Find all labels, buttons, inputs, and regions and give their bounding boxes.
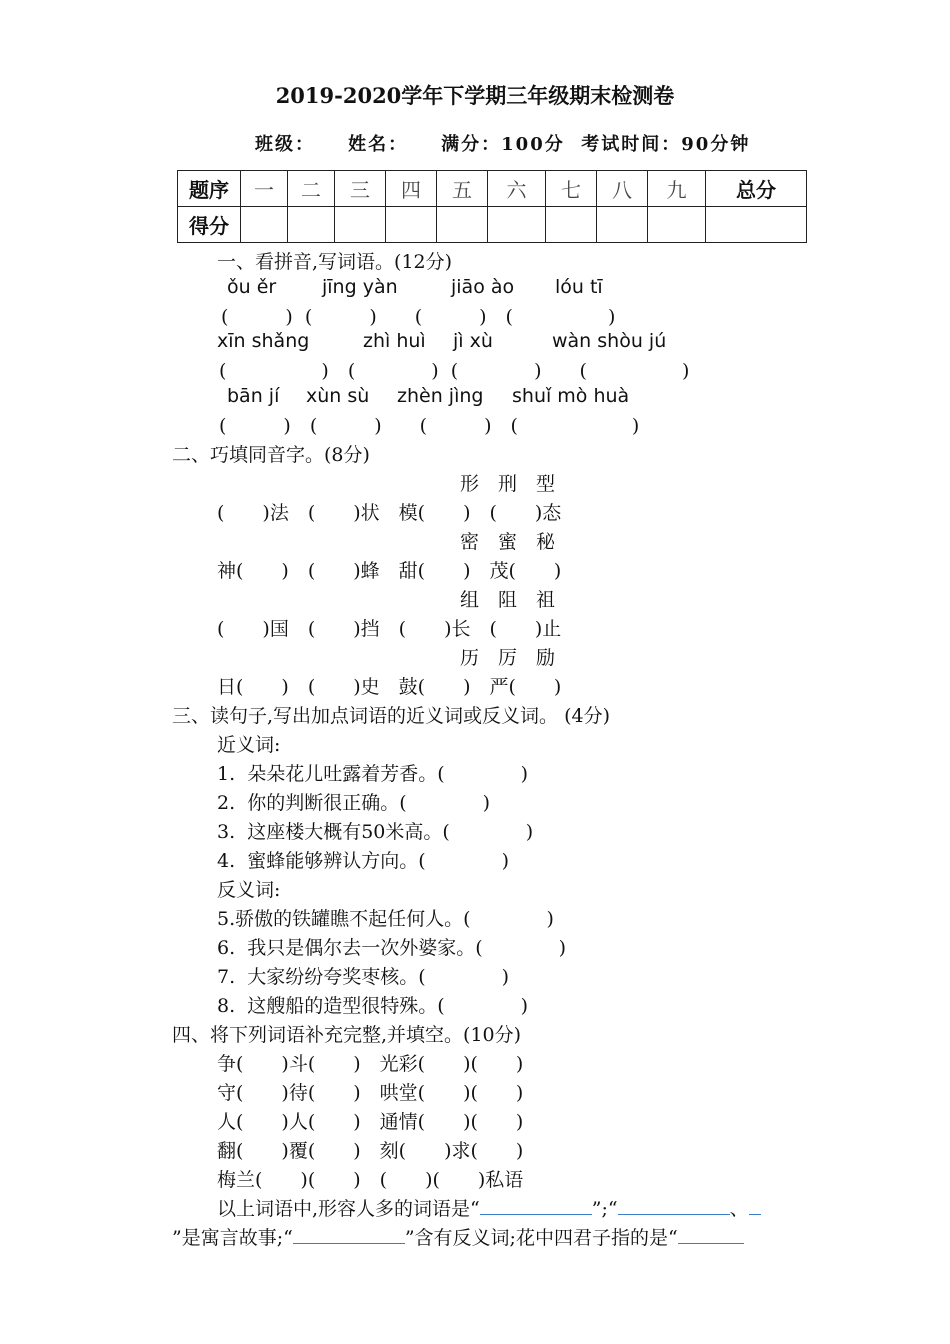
exam-info <box>255 130 750 156</box>
score-cell[interactable] <box>386 207 437 243</box>
col-9: 九 <box>648 171 706 207</box>
score-cell[interactable] <box>597 207 648 243</box>
col-3: 三 <box>335 171 386 207</box>
score-table <box>177 170 807 243</box>
pinyin: zhèn jìng <box>397 385 484 407</box>
col-4: 四 <box>386 171 437 207</box>
col-2: 二 <box>288 171 335 207</box>
antonym-label: 反义词: <box>217 879 281 901</box>
score-cell[interactable] <box>288 207 335 243</box>
q4-heading: 四、将下列词语补充完整,并填空。(10分) <box>172 1024 522 1046</box>
homophone-line[interactable]: ( )国 ( )挡 ( )长 ( )止 <box>217 618 562 640</box>
synonym-item[interactable]: 3. 这座楼大概有50米高。( ) <box>217 821 534 843</box>
col-5: 五 <box>437 171 488 207</box>
col-6: 六 <box>488 171 546 207</box>
pinyin: jīng yàn <box>322 276 398 298</box>
homophone-line[interactable]: 日( ) ( )史 鼓( ) 严( ) <box>217 676 562 698</box>
antonym-item[interactable]: 5.骄傲的铁罐瞧不起任何人。( ) <box>217 908 554 930</box>
answer-brackets[interactable]: ( ) ( ) ( ) ( ) <box>219 360 690 382</box>
score-cell[interactable] <box>546 207 597 243</box>
pinyin: lóu tī <box>555 276 603 298</box>
fill-text: ”;“ <box>591 1198 618 1220</box>
row-label: 题序 <box>178 171 241 207</box>
score-cell[interactable] <box>335 207 386 243</box>
homophone-chars: 密 蜜 秘 <box>460 531 556 553</box>
homophone-line[interactable]: ( )法 ( )状 模( ) ( )态 <box>217 502 562 524</box>
synonym-item[interactable]: 2. 你的判断很正确。( ) <box>217 792 491 814</box>
fill-blank[interactable] <box>480 1196 592 1215</box>
fill-text: 以上词语中,形容人多的词语是“ <box>217 1198 480 1220</box>
pinyin: bān jí <box>227 385 280 407</box>
homophone-line[interactable]: 神( ) ( )蜂 甜( ) 茂( ) <box>217 560 562 582</box>
fill-text: ”含有反义词;花中四君子指的是“ <box>404 1227 678 1249</box>
fill-blank[interactable] <box>293 1225 405 1244</box>
exam-time: 考试时间：90分钟 <box>581 134 751 155</box>
idiom-row[interactable]: 争( )斗( ) 光彩( )( ) <box>217 1053 524 1075</box>
homophone-chars: 形 刑 型 <box>460 473 556 495</box>
q3-heading: 三、读句子,写出加点词语的近义词或反义词。 (4分) <box>172 705 610 727</box>
fill-text: ”是寓言故事;“ <box>172 1227 293 1249</box>
fill-text: 、 <box>729 1198 749 1220</box>
answer-brackets[interactable]: ( ) ( ) ( ) ( ) <box>219 415 640 437</box>
score-cell[interactable] <box>241 207 288 243</box>
score-table-header-row <box>178 171 807 207</box>
pinyin: jì xù <box>453 330 493 352</box>
score-cell[interactable] <box>648 207 706 243</box>
page-title: 2019-2020学年下学期三年级期末检测卷 <box>275 83 675 108</box>
pinyin: wàn shòu jú <box>552 330 667 352</box>
class-label: 班级： <box>255 134 315 155</box>
pinyin: ǒu ěr <box>227 276 277 298</box>
homophone-chars: 历 厉 励 <box>460 647 556 669</box>
antonym-item[interactable]: 6. 我只是偶尔去一次外婆家。( ) <box>217 937 567 959</box>
total-score-cell[interactable] <box>706 207 807 243</box>
fill-sentence-2 <box>172 1223 744 1250</box>
synonym-item[interactable]: 1. 朵朵花儿吐露着芳香。( ) <box>217 763 529 785</box>
full-score: 满分：100分 <box>441 134 565 155</box>
idiom-row[interactable]: 梅兰( )( ) ( )( )私语 <box>217 1169 524 1191</box>
answer-brackets[interactable]: ( ) ( ) ( ) ( ) <box>221 306 616 328</box>
total-label: 总分 <box>706 171 807 207</box>
fill-blank[interactable] <box>749 1196 761 1215</box>
score-cell[interactable] <box>488 207 546 243</box>
score-table-score-row <box>178 207 807 243</box>
col-8: 八 <box>597 171 648 207</box>
fill-sentence-1 <box>217 1194 761 1221</box>
pinyin: xùn sù <box>306 385 370 407</box>
pinyin: xīn shǎng <box>217 330 310 352</box>
antonym-item[interactable]: 7. 大家纷纷夸奖枣核。( ) <box>217 966 510 988</box>
fill-blank[interactable] <box>678 1225 744 1244</box>
row-label: 得分 <box>178 207 241 243</box>
score-cell[interactable] <box>437 207 488 243</box>
col-1: 一 <box>241 171 288 207</box>
col-7: 七 <box>546 171 597 207</box>
synonym-item[interactable]: 4. 蜜蜂能够辨认方向。( ) <box>217 850 510 872</box>
idiom-row[interactable]: 翻( )覆( ) 刻( )求( ) <box>217 1140 524 1162</box>
idiom-row[interactable]: 守( )待( ) 哄堂( )( ) <box>217 1082 524 1104</box>
fill-blank[interactable] <box>618 1196 730 1215</box>
synonym-label: 近义词: <box>217 734 281 756</box>
antonym-item[interactable]: 8. 这艘船的造型很特殊。( ) <box>217 995 529 1017</box>
pinyin: zhì huì <box>363 330 426 352</box>
idiom-row[interactable]: 人( )人( ) 通情( )( ) <box>217 1111 524 1133</box>
name-label: 姓名： <box>348 134 409 155</box>
pinyin: shuǐ mò huà <box>512 385 630 407</box>
q2-heading: 二、巧填同音字。(8分) <box>172 444 370 466</box>
homophone-chars: 组 阻 祖 <box>460 589 556 611</box>
q1-heading: 一、看拼音,写词语。(12分) <box>217 251 453 273</box>
pinyin: jiāo ào <box>451 276 515 298</box>
